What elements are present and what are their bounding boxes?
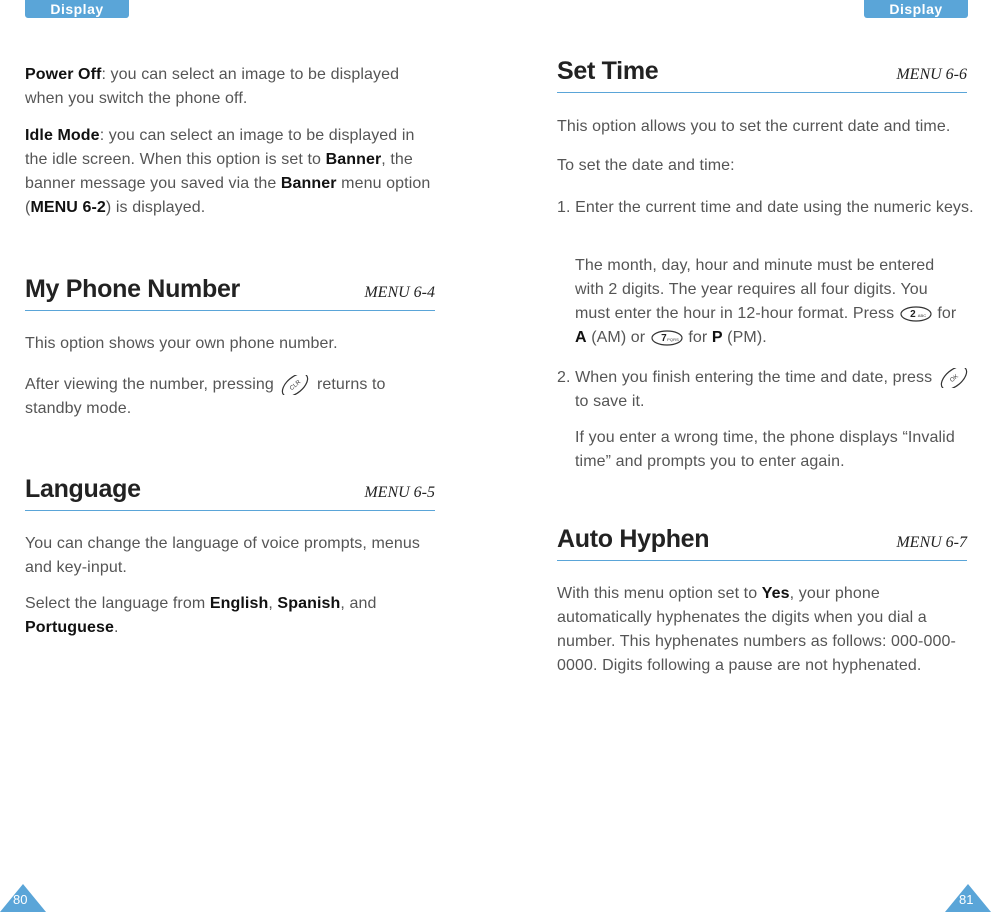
auto-hyphen-heading (557, 518, 967, 561)
page-number-left: 80 (13, 892, 28, 907)
section-title: Auto Hyphen (557, 525, 710, 553)
language-heading (25, 468, 435, 511)
step-2-note: If you enter a wrong time, the phone displays “Invalid time” and prompts you to enter again. (575, 429, 955, 470)
my-phone-number-heading (25, 268, 435, 311)
section-tab-left: Display (25, 0, 129, 18)
step-2: 2. When you finish entering the time and date, press OK to save it. (557, 366, 985, 414)
svg-text:OK: OK (949, 373, 960, 384)
page-number-right: 81 (959, 892, 974, 907)
key-2-icon (899, 304, 933, 324)
step-1-note: The month, day, hour and minute must be entered with 2 digits. The year requires all four digits. You must enter the hour in 12-hour format. Press 2 ABC for A (AM) or 7 PQRS for P (PM). (575, 257, 957, 346)
svg-text:ABC: ABC (917, 312, 927, 318)
my-phone-paragraph-2: After viewing the number, pressing CLR returns to standby mode. (25, 373, 435, 421)
section-title: Set Time (557, 57, 659, 85)
section-title: Language (25, 475, 141, 503)
menu-ref: MENU 6-6 (896, 66, 967, 83)
clr-key-icon (278, 375, 312, 395)
language-paragraph-2: Select the language from English, Spanish, and Portuguese. (25, 595, 377, 636)
menu-ref: MENU 6-5 (364, 484, 435, 501)
set-time-paragraph-2: To set the date and time: (557, 157, 735, 174)
svg-text:PQRS: PQRS (666, 336, 679, 342)
idle-mode-paragraph: Idle Mode: you can select an image to be displayed in the idle screen. When this option is set to Banner, the banner message you saved via the Banner menu option (MENU 6-2) is displayed. (25, 127, 431, 216)
step-1: 1. Enter the current time and date using the numeric keys. (557, 199, 974, 216)
section-title: My Phone Number (25, 275, 240, 303)
svg-text:7: 7 (660, 332, 667, 344)
section-tab-right: Display (864, 0, 968, 18)
menu-ref: MENU 6-7 (896, 534, 967, 551)
auto-hyphen-paragraph: With this menu option set to Yes, your phone automatically hyphenates the digits when you dial a number. This hyphenates numbers as follows: 000-000-0000. Digits following a pause are not hyphenated. (557, 585, 956, 674)
set-time-paragraph-1: This option allows you to set the current date and time. (557, 118, 951, 135)
power-off-paragraph: Power Off: you can select an image to be displayed when you switch the phone off. (25, 66, 400, 107)
language-paragraph-1: You can change the language of voice prompts, menus and key-input. (25, 535, 420, 576)
key-7-icon (650, 328, 684, 348)
menu-ref: MENU 6-4 (364, 284, 435, 301)
my-phone-paragraph-1: This option shows your own phone number. (25, 335, 338, 352)
svg-text:2: 2 (909, 308, 916, 320)
power-off-label: Power Off (25, 66, 102, 83)
idle-mode-label: Idle Mode (25, 127, 100, 144)
svg-text:CLR: CLR (289, 379, 303, 392)
set-time-heading (557, 50, 967, 93)
ok-key-icon (937, 368, 971, 388)
